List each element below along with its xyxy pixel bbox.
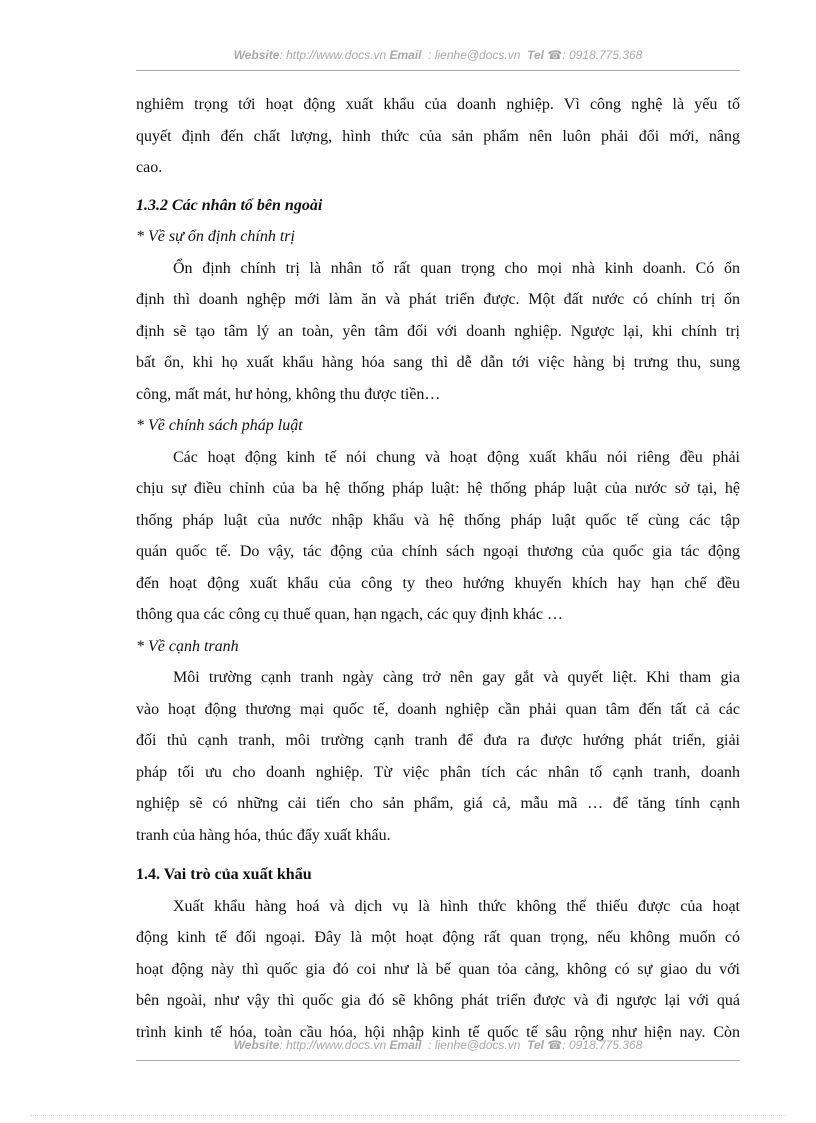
footer-website-link[interactable]: : http://www.docs.vn bbox=[279, 1038, 387, 1052]
footer-email-link[interactable]: : lienhe@docs.vn bbox=[428, 1038, 521, 1052]
header-rule bbox=[136, 62, 740, 71]
paragraph-line: đối thủ cạnh tranh, môi trường cạnh tranh để đưa ra được hướng phát triển, giải bbox=[136, 732, 740, 749]
section-heading-1-3-2: 1.3.2 Các nhân tố bên ngoài bbox=[136, 196, 323, 214]
subheading-politics: * Về sự ổn định chính trị bbox=[136, 228, 295, 245]
paragraph-line: Môi trường cạnh tranh ngày càng trở nên gay gắt và quyết liệt. Khi tham gia bbox=[173, 669, 740, 686]
document-body bbox=[136, 89, 740, 1048]
header-email-link[interactable]: : lienhe@docs.vn bbox=[428, 48, 521, 62]
paragraph-line: đến hoạt động xuất khẩu của công ty theo hướng khuyến khích hay hạn chế đều bbox=[136, 574, 740, 592]
phone-icon: ☎ bbox=[547, 48, 563, 62]
footer-rule bbox=[136, 1052, 740, 1061]
paragraph-line: tranh của hàng hóa, thúc đẩy xuất khẩu. bbox=[136, 826, 391, 844]
paragraph-line: bất ổn, khi họ xuất khẩu hàng hóa sang thì dễ dẫn tới việc hàng bị trưng thu, sung bbox=[136, 354, 740, 371]
paragraph-line: Các hoạt động kinh tế nói chung và hoạt động xuất khẩu nói riêng đều phải bbox=[173, 448, 740, 466]
page-footer bbox=[136, 1038, 740, 1061]
paragraph-line: công, mất mát, hư hỏng, không thu được tiền… bbox=[136, 385, 441, 403]
header-website-link[interactable]: : http://www.docs.vn bbox=[279, 48, 387, 62]
footer-email-label: Email bbox=[389, 1038, 422, 1052]
footer-tel-value: : 0918.775.368 bbox=[562, 1038, 643, 1052]
header-tel-label: Tel bbox=[527, 48, 544, 62]
paragraph-line: pháp tối ưu cho doanh nghiệp. Từ việc phân tích các nhân tố cạnh tranh, doanh bbox=[136, 763, 740, 781]
paragraph-line: định sẽ tạo tâm lý an toàn, yên tâm đối với doanh nghiệp. Ngược lại, khi chính trị bbox=[136, 322, 740, 340]
subheading-law: * Về chính sách pháp luật bbox=[136, 417, 303, 434]
paragraph-line: thống pháp luật của nước nhập khẩu và hệ thống pháp luật quốc tế cùng các tập bbox=[136, 511, 740, 529]
header-tel-value: : 0918.775.368 bbox=[562, 48, 643, 62]
paragraph-line: Ổn định chính trị là nhân tố rất quan trọng cho mọi nhà kinh doanh. Có ổn bbox=[173, 259, 740, 277]
footer-tel-label: Tel bbox=[527, 1038, 544, 1052]
paragraph-line: cao. bbox=[136, 159, 163, 176]
paragraph-line: hoạt động này thì quốc gia đó coi như là bế quan tỏa cảng, không có sự giao du với bbox=[136, 960, 740, 978]
paragraph-line: nghiêm trọng tới hoạt động xuất khẩu của doanh nghiệp. Vì công nghệ là yếu tố bbox=[136, 96, 740, 113]
subheading-competition: * Về cạnh tranh bbox=[136, 637, 239, 655]
paragraph-line: nghiệp sẽ có những cải tiến cho sản phẩm, giá cả, mẫu mã … để tăng tính cạnh bbox=[136, 795, 740, 812]
paragraph-line: động kinh tế đối ngoại. Đây là một hoạt động rất quan trọng, nếu không muốn có bbox=[136, 929, 740, 946]
paragraph-line: quán quốc tế. Do vậy, tác động của chính sách ngoại thương của quốc gia tác động bbox=[136, 543, 740, 560]
paragraph-line: định thì doanh nghệp mới làm ăn và phát triển được. Một đất nước có chính trị ổn bbox=[136, 291, 740, 308]
page-header bbox=[136, 48, 740, 71]
page-edge-divider bbox=[30, 1115, 786, 1116]
section-heading-1-4: 1.4. Vai trò của xuất khẩu bbox=[136, 866, 312, 883]
paragraph-line: Xuất khẩu hàng hoá và dịch vụ là hình thức không thể thiếu được của hoạt bbox=[173, 897, 740, 915]
paragraph-line: quyết định đến chất lượng, hình thức của sản phẩm nên luôn phải đổi mới, nâng bbox=[136, 127, 740, 145]
paragraph-line: chịu sự điều chỉnh của ba hệ thống pháp luật: hệ thống pháp luật của nước sở tại, hệ bbox=[136, 480, 740, 497]
paragraph-line: vào hoạt động thương mại quốc tế, doanh nghiệp cần phải quan tâm đến tất cả các bbox=[136, 700, 740, 718]
footer-website-label: Website bbox=[233, 1038, 280, 1052]
paragraph-line: bên ngoài, như vậy thì quốc gia đó sẽ không phát triển được và đi ngược lại với quá bbox=[136, 992, 740, 1009]
phone-icon: ☎ bbox=[547, 1038, 563, 1052]
header-email-label: Email bbox=[389, 48, 422, 62]
paragraph-line: trình kinh tế hóa, toàn cầu hóa, hội nhập kinh tế quốc tế sâu rộng như hiện nay. Còn bbox=[136, 1023, 740, 1041]
header-website-label: Website bbox=[233, 48, 280, 62]
paragraph-line: thông qua các công cụ thuế quan, hạn ngạch, các quy định khác … bbox=[136, 606, 563, 623]
